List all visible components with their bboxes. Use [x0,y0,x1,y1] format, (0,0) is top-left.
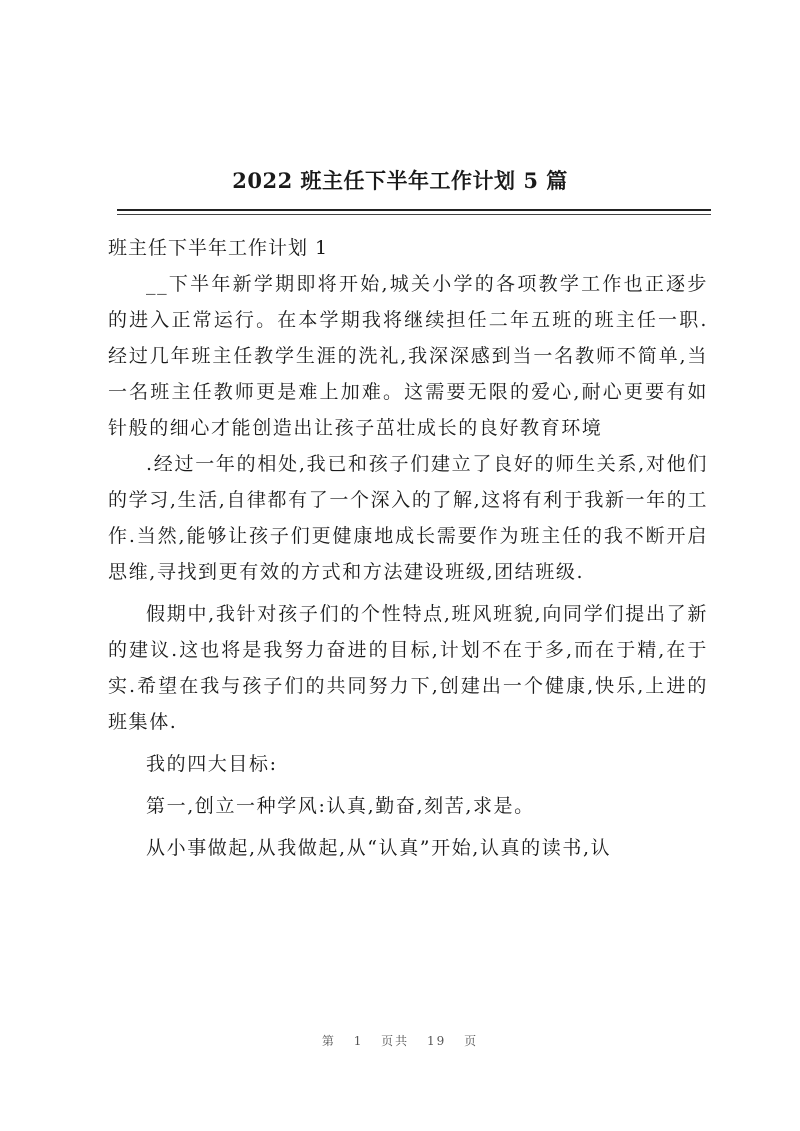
section-heading: 班主任下半年工作计划 1 [108,237,329,259]
document-body [108,230,708,872]
paragraph-2: .经过一年的相处,我已和孩子们建立了良好的师生关系,对他们的学习,生活,自律都有了一个深入的了解,这将有利于我新一年的工作.当然,能够让孩子们更健康地成长需要作为班主任的我不断开启思维,寻找到更有效的方式和方法建设班级,团结班级. [108,453,708,583]
paragraph-5: 第一,创立一种学风:认真,勤奋,刻苦,求是。 [146,795,535,817]
paragraph-6: 从小事做起,从我做起,从“认真”开始,认真的读书,认 [146,837,612,859]
document-title: 2022 班主任下半年工作计划 5 篇 [232,168,568,193]
paragraph-1: __下半年新学期即将开始,城关小学的各项教学工作也正逐步的进入正常运行。在本学期我将继续担任二年五班的班主任一职.经过几年班主任教学生涯的洗礼,我深深感到当一名教师不简单,当一名班主任教师更是难上加难。这需要无限的爱心,耐心更要有如针般的细心才能创造出让孩子茁壮成长的良好教育环境 [108,273,708,439]
paragraph-4: 我的四大目标: [146,753,278,775]
footer-suffix: 页 [464,1034,479,1048]
footer-middle: 页共 [381,1034,410,1048]
title-divider-thin [117,214,711,215]
footer-total-pages: 19 [427,1034,447,1048]
page-footer [0,1032,800,1049]
paragraph-3: 假期中,我针对孩子们的个性特点,班风班貌,向同学们提出了新的建议.这也将是我努力奋进的目标,计划不在于多,而在于精,在于实.希望在我与孩子们的共同努力下,创建出一个健康,快乐,上进的班集体. [108,603,708,733]
title-divider [117,209,711,211]
footer-prefix: 第 [321,1034,336,1048]
footer-page-number: 1 [353,1034,364,1048]
